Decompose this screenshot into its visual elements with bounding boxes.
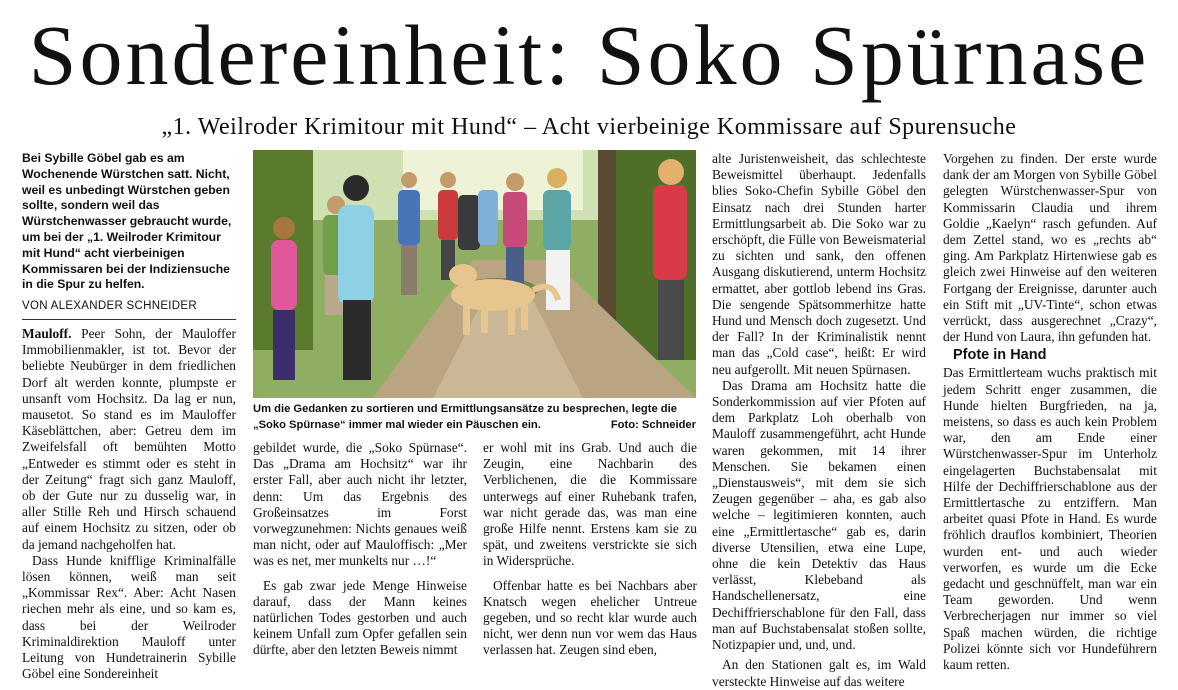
subheadline: „1. Weilroder Krimitour mit Hund“ – Acht vierbeinige Kommissare auf Spurensuche (161, 114, 1017, 140)
paragraph: gebildet wurde, die „Soko Spürnase“. Das „Drama am Hochsitz“ war ihr erster Fall, aber auch nicht ihr letzter, denn: Um das Ergebnis des Großeinsatzes im Forst vorwegzunehmen: Nichts genaues weiß man nicht, oder auf Mauloffisch: „Mer was es net, mer munkelts nur …!“ (253, 440, 467, 569)
column-4 (712, 151, 926, 689)
paragraph: alte Juristenweisheit, das schlechteste Beweismittel überhaupt. Jedenfalls blies Soko-Chefin Sybille Göbel den Einsatz nach drei Stunden harter Ermittlungsarbeit ab. Die Soko war zu erschöpft, die Fülle von Beweismaterial zu sichten und sank, den offenen Ausgang diskutierend, unterm Hochsitz ermattet, aber gottlob lebend ins Gras. Die sengende Spätsommerhitze hatte Hund und Mensch doch zugesetzt. Und der Fall? In der Kriminalistik nennt man das „Cold case“, heißt: Er wird neu aufgerollt. Mit neuen Spürnasen. (712, 151, 926, 377)
photo-caption (253, 402, 696, 436)
column-1 (22, 326, 236, 682)
byline-rule (22, 319, 236, 320)
paragraph: er wohl mit ins Grab. Und auch die Zeugin, eine Nachbarin des Verblichenen, die die Kommissare unterwegs auf einer Ruhebank trafen, war nicht gerade das, was man eine große Hilfe nennt. Erstens kam sie zu spät, und zweitens verstrickte sie sich in Widersprüche. (483, 440, 697, 569)
column-3 (483, 440, 697, 658)
paragraph: Das Ermittlerteam wuchs praktisch mit jedem Schritt enger zusammen, die Hunde hielten Burgfrieden, na ja, meistens, so dass es auch kein Problem war, den am Ende einer Würstchenwasser-Spur im Unterholz eingelagerten Buchstabensalat mit Hilfe der Dechiffrierschablone aus der Ermittlertasche zu entziffern. Man arbeitet quasi Pfote in Hand. Es wurde fröhlich drauflos kombiniert, Theorien wurden ent- und auch wieder verworfen, es wurde um die Ecke gedacht und geschnüffelt, man war ein Team geworden. Und wenn Verbrecherjagen nur immer so viel Spaß machen würden, die richtige Polizei könnte sich vor Hundeführern kaum retten. (943, 365, 1157, 673)
column-5 (943, 151, 1157, 673)
dateline: Mauloff. (22, 326, 72, 341)
photo-credit: Foto: Schneider (610, 418, 696, 431)
headline: Sondereinheit: Soko Spürnase (28, 7, 1150, 103)
byline: VON ALEXANDER SCHNEIDER (22, 300, 197, 312)
paragraph: Offenbar hatte es bei Nachbars aber Knatsch wegen ehelicher Untreue gegeben, und so recht klar wurde auch nicht, wer denn nun vor wem das Haus verlassen hat. Zeugen sind eben, (483, 577, 697, 658)
column-2 (253, 440, 467, 658)
paragraph: Das Drama am Hochsitz hatte die Sonderkommission auf vier Pfoten auf dem Parkplatz Loh oberhalb von Mauloff zusammengeführt, acht Hunde waren gekommen, mit 14 ihrer Menschen. Sie bekamen einen „Dienstausweis“, mit dem sie sich Zeugen gegenüber – aha, es gab also welche – legitimieren konnten, auch eine „Ermittlertasche“ gab es, darin diverse Utensilien, etwa eine Lupe, ohne die kein Detektiv das Haus verlässt, Klebeband als Handschellenersatz, eine Dechiffrierschablone für den Fall, dass man auf Buchstabensalat stoßen sollte, Notizpapier und, und, und. (712, 377, 926, 653)
paragraph: An den Stationen galt es, im Wald versteckte Hinweise auf das weitere (712, 657, 926, 689)
lead-paragraph: Bei Sybille Göbel gab es am Wochenende Würstchen satt. Nicht, weil es unbedingt Würstchen geben sollte, sondern weil das Würstchenwasser gebraucht wurde, um bei der „1. Weilroder Krimitour mit Hund“ acht vierbeinigen Kommissaren bei der Indiziensuche in die Spur zu helfen. (22, 151, 232, 292)
section-subhead: Pfote in Hand (953, 347, 1047, 364)
paragraph-text: Peer Sohn, der Mauloffer Immobilienmakler, ist tot. Bevor der beliebte Neubürger in dem friedlichen Dorf alt werden konnte, plumpste er unsanft vom Hochsitz. Da lag er nun, mausetot. So stand es im Mauloffer Käseblättchen, aber: Getreu dem im Zweifelsfall oft bemühten Motto „Entweder es stimmt oder es steht in der Zeitung“ fragt sich ganz Mauloff, ob der Gute nur zu dusselig war, in aller Stille Reh und Hirsch schauend auf einem Hochsitz zu sitzen, oder ob da jemand nachgeholfen hat. (22, 326, 236, 552)
paragraph (22, 326, 236, 553)
caption-text: Um die Gedanken zu sortieren und Ermittlungsansätze zu besprechen, legte die „Soko Spürnase“ immer mal wieder ein Päuschen ein. (253, 403, 677, 431)
paragraph: Dass Hunde knifflige Kriminalfälle lösen können, weiß man seit „Kommissar Rex“. Aber: Acht Nasen riechen mehr als eine, und so kam es, dass bei der Weilroder Kriminaldirektion Mauloff unter Leitung von Hundetrainerin Sybille Göbel eine Sondereinheit (22, 552, 236, 682)
paragraph: Es gab zwar jede Menge Hinweise darauf, dass der Mann keines natürlichen Todes gestorben und auch keinem Unfall zum Opfer gefallen sein dürfte, aber den letzten Beweis nimmt (253, 577, 467, 658)
paragraph: Vorgehen zu finden. Der erste wurde dank der am Morgen von Sybille Göbel gelegten Würstchenwasser-Spur von Kommissarin Claudia und ihrem Goldie „Kaelyn“ rasch gefunden. Auf dem Zettel stand, wo es „rechts ab“ ging. Am Parkplatz Hirtenwiese gab es gleich zwei Hinweise auf den weiteren Fortgang der Ereignisse, darunter auch ein Stift mit „UV-Tinte“, schon etwas verrückt, dass ausgerechnet „Crazy“, der Hund von Laura, ihn gefunden hat. (943, 151, 1157, 345)
photo-scene (253, 150, 696, 398)
article-photo (253, 150, 696, 398)
